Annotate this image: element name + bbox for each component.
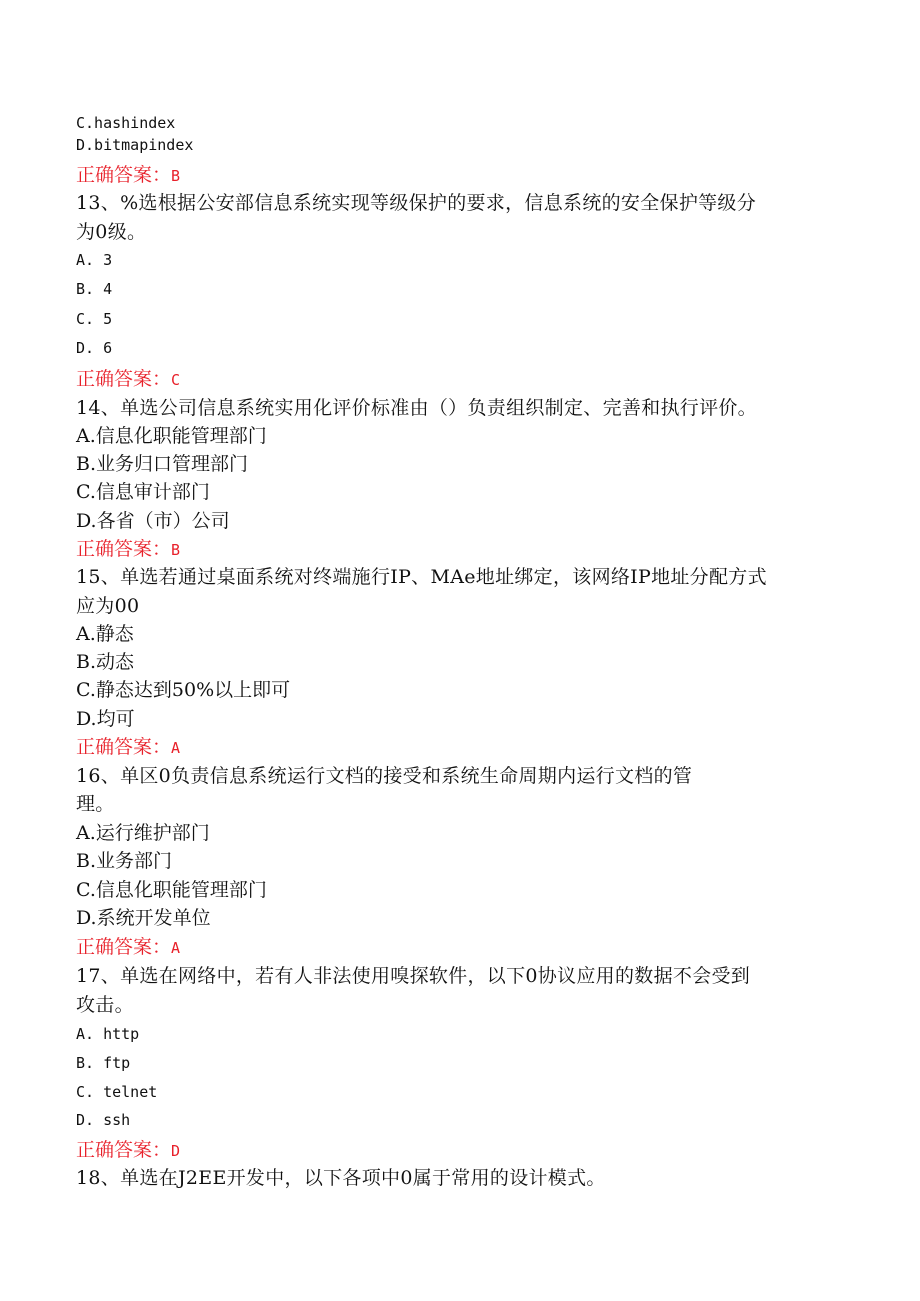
question-line: 17、单选在网络中，若有人非法使用嗅探软件，以下0协议应用的数据不会受到: [76, 965, 751, 987]
answer-value: A: [171, 939, 181, 957]
answer-value: A: [171, 739, 181, 757]
option-line: C.信息审计部门: [76, 481, 210, 503]
answer-line: [76, 932, 180, 959]
option-line: B.业务归口管理部门: [76, 453, 249, 475]
option-line: C.静态达到50%以上即可: [76, 679, 291, 701]
answer-label: 正确答案：: [76, 164, 172, 186]
option-line: A.静态: [76, 623, 134, 645]
option-line: B.动态: [76, 651, 135, 673]
question-line: 13、%选根据公安部信息系统实现等级保护的要求，信息系统的安全保护等级分: [76, 192, 757, 214]
question-line: 理。: [76, 793, 115, 815]
option-line: C. telnet: [76, 1083, 158, 1101]
option-line: A. 3: [76, 251, 113, 269]
answer-line: [76, 534, 180, 561]
option-line: A.信息化职能管理部门: [76, 425, 267, 447]
question-line: 应为00: [76, 595, 140, 617]
option-line: C.hashindex: [76, 114, 176, 132]
answer-value: D: [171, 1142, 181, 1160]
option-line: D.系统开发单位: [76, 907, 211, 929]
question-line: 18、单选在J2EE开发中，以下各项中0属于常用的设计模式。: [76, 1167, 606, 1189]
question-line: 16、单区0负责信息系统运行文档的接受和系统生命周期内运行文档的管: [76, 765, 693, 787]
option-line: C.信息化职能管理部门: [76, 879, 267, 901]
option-line: D.均可: [76, 708, 135, 730]
option-line: A. http: [76, 1025, 140, 1043]
option-line: D.bitmapindex: [76, 136, 194, 154]
option-line: B. ftp: [76, 1054, 131, 1072]
answer-value: B: [171, 167, 181, 185]
answer-label: 正确答案：: [76, 936, 172, 958]
answer-line: [76, 160, 180, 187]
answer-line: [76, 732, 180, 759]
answer-line: [76, 1135, 180, 1162]
answer-value: C: [171, 371, 181, 389]
option-line: D. 6: [76, 339, 113, 357]
question-line: 为0级。: [76, 221, 147, 243]
option-line: B.业务部门: [76, 850, 173, 872]
question-line: 15、单选若通过桌面系统对终端施行IP、MAe地址绑定，该网络IP地址分配方式: [76, 566, 767, 588]
answer-label: 正确答案：: [76, 1139, 172, 1161]
answer-value: B: [171, 541, 181, 559]
answer-label: 正确答案：: [76, 736, 172, 758]
question-line: 攻击。: [76, 994, 134, 1016]
answer-line: [76, 364, 180, 391]
option-line: D.各省（市）公司: [76, 510, 230, 532]
option-line: D. ssh: [76, 1111, 131, 1129]
option-line: C. 5: [76, 310, 113, 328]
option-line: B. 4: [76, 280, 113, 298]
answer-label: 正确答案：: [76, 368, 172, 390]
question-line: 14、单选公司信息系统实用化评价标准由（）负责组织制定、完善和执行评价。: [76, 397, 757, 419]
option-line: A.运行维护部门: [76, 822, 210, 844]
answer-label: 正确答案：: [76, 538, 172, 560]
